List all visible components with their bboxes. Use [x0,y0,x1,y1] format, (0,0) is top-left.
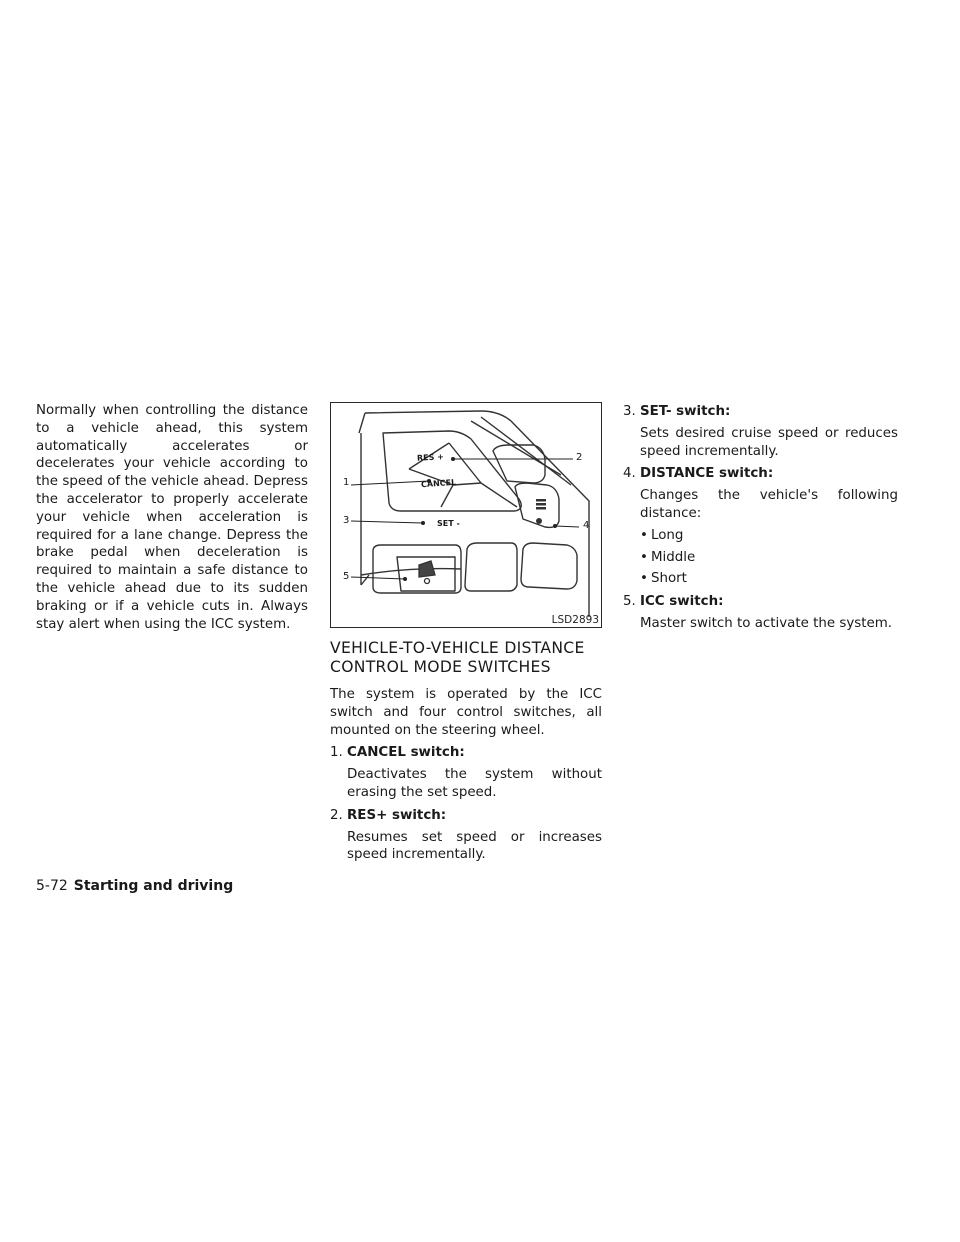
item-description: Changes the vehicle's following distance: [640,488,898,521]
item-label: RES+ switch: [347,807,447,823]
page-footer [36,877,233,895]
callout-4: 4 [583,520,590,531]
callout-5: 5 [343,571,350,582]
icc-switch-icon [419,561,435,584]
right-column [623,403,898,633]
item-label: DISTANCE switch: [640,466,774,482]
distance-switch-icon [536,499,546,524]
body-paragraph: Normally when controlling the distance to a vehicle ahead, this system automatically accelerates or decelerates your vehicle according to the speed of the vehicle ahead. Depress the accelerator to properly accelerate your vehicle when acceleration is required for a lane change. Depress the brake pedal when deceleration is required to maintain a safe distance to the vehicle ahead due to its sudden braking or if a vehicle cuts in. Always stay alert when using the ICC system. [36,403,308,632]
section-heading-line1: VEHICLE-TO-VEHICLE DISTANCE [330,639,585,657]
distance-options-list [623,527,898,588]
item-number: 5. [623,594,636,610]
left-column [36,402,308,633]
figure-id: LSD2893 [551,614,599,626]
item-number: 4. [623,466,636,482]
list-item: • Middle [640,549,696,565]
middle-column [330,402,602,864]
section-intro: The system is operated by the ICC switch and four control switches, all mounted on the steering wheel. [330,687,602,738]
item-label: SET- switch: [640,404,731,419]
item-number: 2. [330,807,343,823]
item-description: Sets desired cruise speed or reduces speed incrementally. [640,425,898,459]
item-description: Resumes set speed or increases speed incrementally. [347,829,602,863]
cancel-switch-label: CANCEL [420,477,457,490]
steering-wheel-switches-drawing [331,403,602,628]
res-switch-label: RES + [416,452,445,463]
callout-1: 1 [343,477,350,488]
set-switch-label: SET - [437,519,460,528]
list-item-set [623,403,898,460]
item-label: CANCEL switch: [347,745,465,761]
list-item-cancel [330,744,602,801]
callout-2: 2 [576,452,583,463]
list-item-res [330,807,602,864]
footer-section-title: Starting and driving [73,878,234,894]
list-item-icc [623,593,898,633]
list-item-distance [623,465,898,588]
item-number: 1. [330,745,343,761]
page-number: 5-72 [36,878,68,894]
item-description: Master switch to activate the system. [640,615,893,631]
section-heading [330,639,602,677]
list-item: • Long [640,527,684,543]
switch-illustration [330,402,602,628]
item-number: 3. [623,404,636,419]
callout-3: 3 [343,515,350,526]
item-description: Deactivates the system without erasing the set speed. [347,767,602,800]
section-heading-line2: CONTROL MODE SWITCHES [330,658,551,676]
list-item: • Short [640,571,687,587]
item-label: ICC switch: [640,594,724,610]
